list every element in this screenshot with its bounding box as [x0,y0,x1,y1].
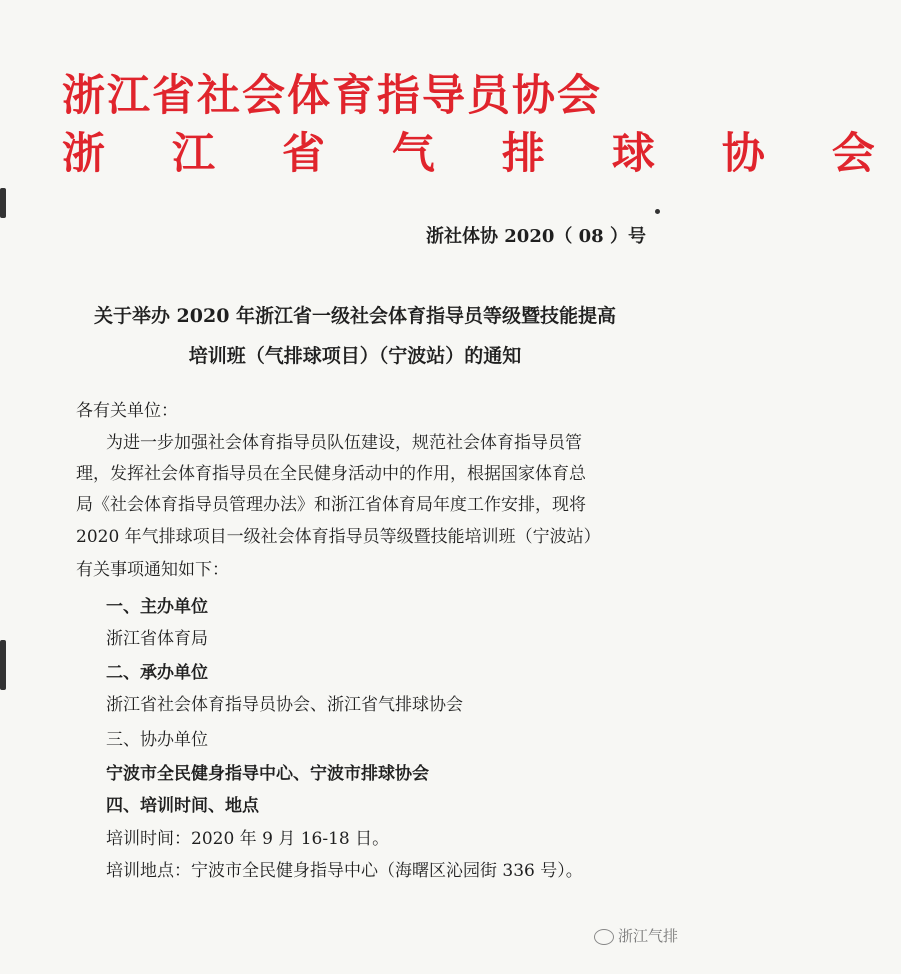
section-content-organizer: 浙江省体育局 [106,629,208,649]
header-org-2: 浙 江 省 气 排 球 协 会 [62,129,901,179]
section-content-undertaker: 浙江省社会体育指导员协会、浙江省气排球协会 [106,695,463,715]
training-place: 培训地点：宁波市全民健身指导中心（海曙区沁园街 336 号）。 [106,861,583,881]
title-line-2: 培训班（气排球项目）（宁波站）的通知 [188,345,522,367]
paragraph-line: 局《社会体育指导员管理办法》和浙江省体育局年度工作安排，现将 [76,495,586,515]
watermark-text: 浙江气排 [618,927,679,945]
document-number: 浙社体协 2020（ 08 ）号 [426,226,646,247]
paragraph-line: 有关事项通知如下： [76,560,229,580]
watermark [594,925,678,946]
paragraph-line: 为进一步加强社会体育指导员队伍建设，规范社会体育指导员管 [106,433,582,453]
section-content-co-organizer: 宁波市全民健身指导中心、宁波市排球协会 [106,764,429,784]
header-org-1: 浙江省社会体育指导员协会 [62,71,602,121]
paragraph-line: 2020 年气排球项目一级社会体育指导员等级暨技能培训班（宁波站） [76,527,601,547]
section-heading-time-place: 四、培训时间、地点 [106,796,259,816]
section-heading-co-organizer: 三、协办单位 [106,730,208,750]
wechat-icon [594,929,614,945]
title-line-1: 关于举办 2020 年浙江省一级社会体育指导员等级暨技能提高 [93,305,617,327]
scan-edge-mark [0,188,6,218]
scan-dot [655,209,660,214]
section-heading-organizer: 一、主办单位 [106,597,208,617]
salutation: 各有关单位： [76,401,178,421]
training-time: 培训时间：2020 年 9 月 16-18 日。 [106,829,390,849]
section-heading-undertaker: 二、承办单位 [106,663,208,683]
paragraph-line: 理，发挥社会体育指导员在全民健身活动中的作用，根据国家体育总 [76,464,586,484]
scan-edge-mark [0,640,6,690]
